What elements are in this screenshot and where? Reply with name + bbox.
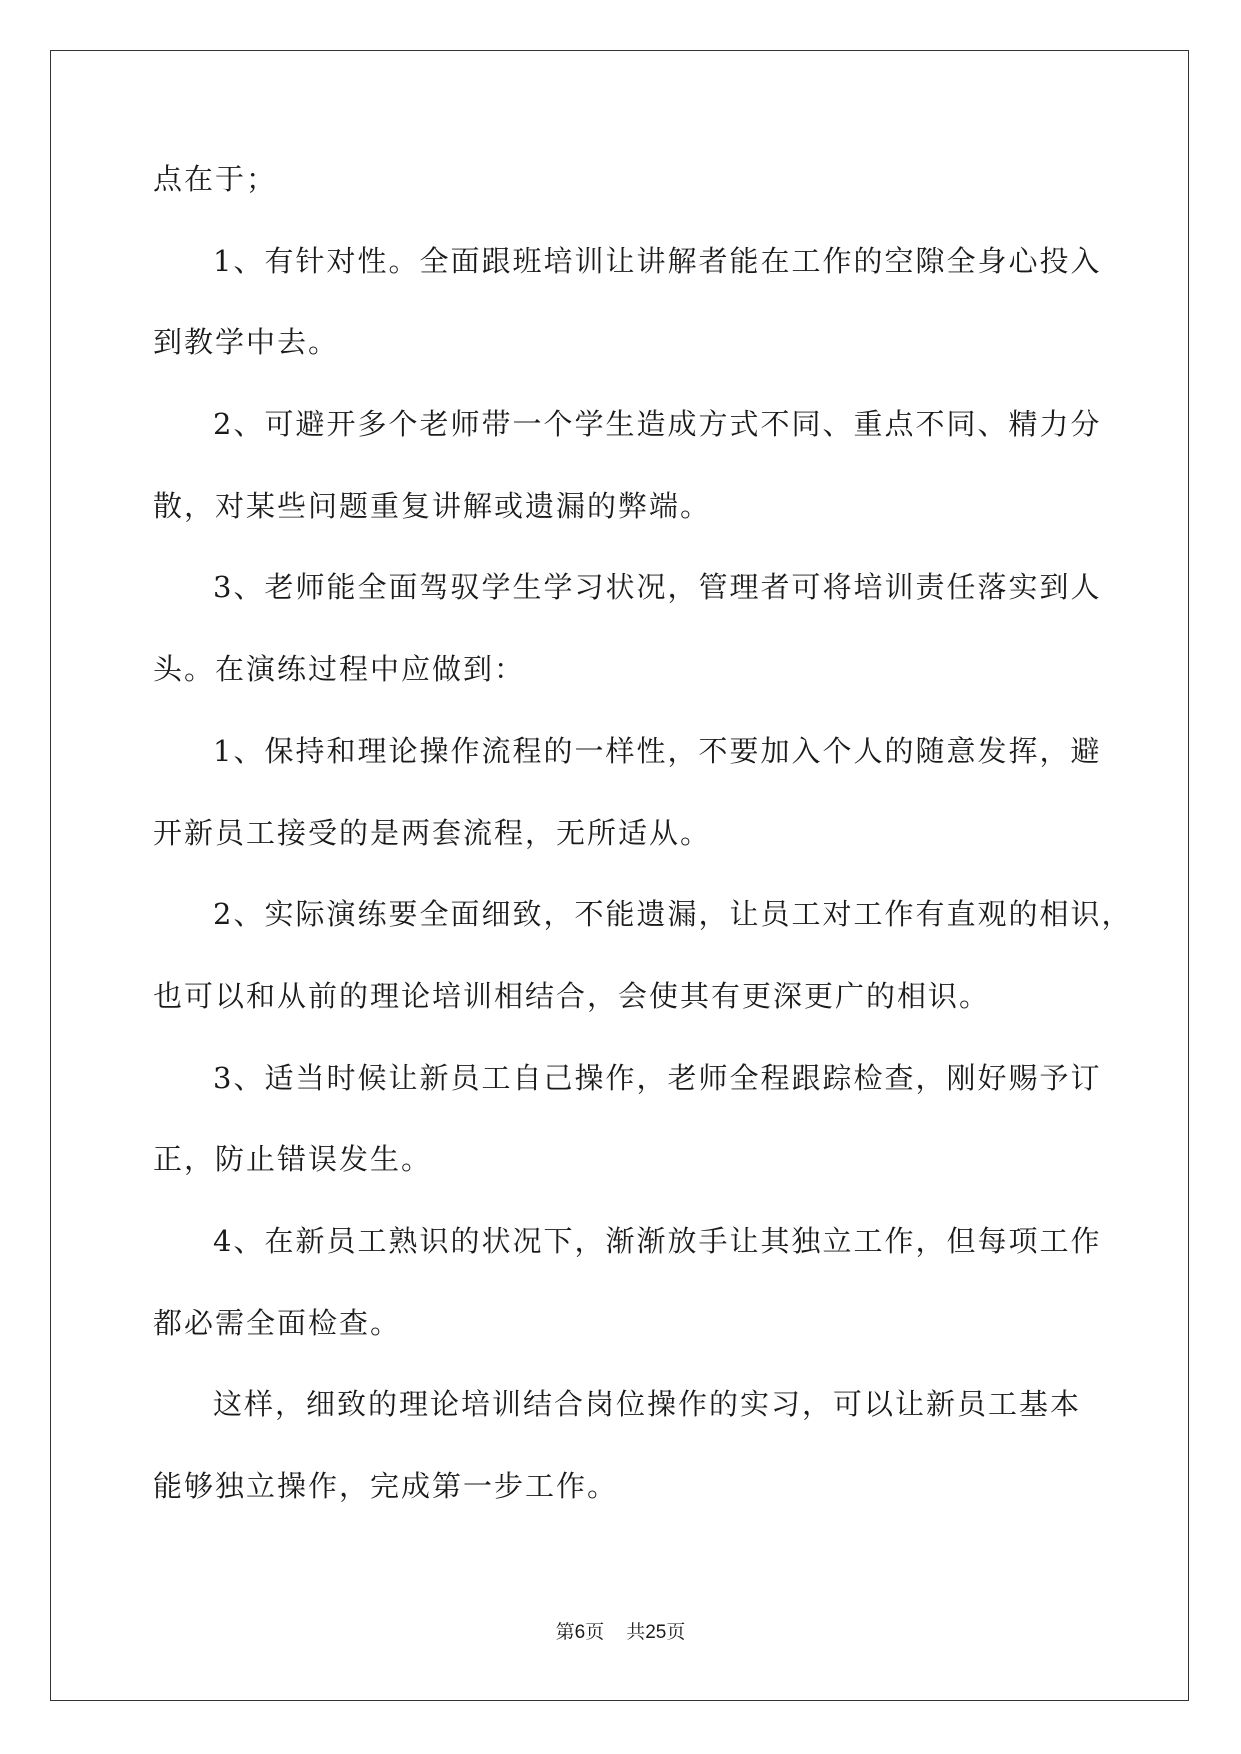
text-line: 散，对某些问题重复讲解或遗漏的弊端。 bbox=[153, 488, 712, 523]
text-line: 头。在演练过程中应做到： bbox=[153, 652, 526, 687]
text-line: 开新员工接受的是两套流程，无所适从。 bbox=[153, 815, 712, 850]
text-line: 都必需全面检查。 bbox=[153, 1305, 402, 1340]
text-line: 这样，细致的理论培训结合岗位操作的实习，可以让新员工基本 bbox=[213, 1387, 1082, 1422]
text-line: 正，防止错误发生。 bbox=[153, 1142, 433, 1177]
text-line: 1、有针对性。全面跟班培训让讲解者能在工作的空隙全身心投入 bbox=[213, 243, 1102, 278]
text-line: 2、实际演练要全面细致，不能遗漏，让员工对工作有直观的相识， bbox=[213, 897, 1133, 932]
page-label-suffix: 页 bbox=[585, 1621, 605, 1643]
total-label-prefix: 共 bbox=[626, 1621, 646, 1643]
total-pages: 25 bbox=[645, 1622, 667, 1643]
page-number: 6 bbox=[574, 1622, 586, 1643]
text-line: 3、老师能全面驾驭学生学习状况，管理者可将培训责任落实到人 bbox=[213, 570, 1102, 605]
text-line: 4、在新员工熟识的状况下，渐渐放手让其独立工作，但每项工作 bbox=[213, 1223, 1102, 1258]
text-line: 2、可避开多个老师带一个学生造成方式不同、重点不同、精力分 bbox=[213, 407, 1102, 442]
document-body bbox=[153, 162, 1133, 1552]
text-line: 3、适当时候让新员工自己操作，老师全程跟踪检查，刚好赐予订 bbox=[213, 1060, 1102, 1095]
total-label-suffix: 页 bbox=[666, 1621, 686, 1643]
page-footer bbox=[0, 1617, 1241, 1644]
page-label-prefix: 第 bbox=[555, 1621, 575, 1643]
text-line: 1、保持和理论操作流程的一样性，不要加入个人的随意发挥，避 bbox=[213, 733, 1102, 768]
text-line: 点在于； bbox=[153, 162, 278, 196]
text-line: 也可以和从前的理论培训相结合，会使其有更深更广的相识。 bbox=[153, 978, 991, 1013]
text-line: 到教学中去。 bbox=[153, 325, 340, 360]
text-line: 能够独立操作，完成第一步工作。 bbox=[153, 1469, 619, 1503]
